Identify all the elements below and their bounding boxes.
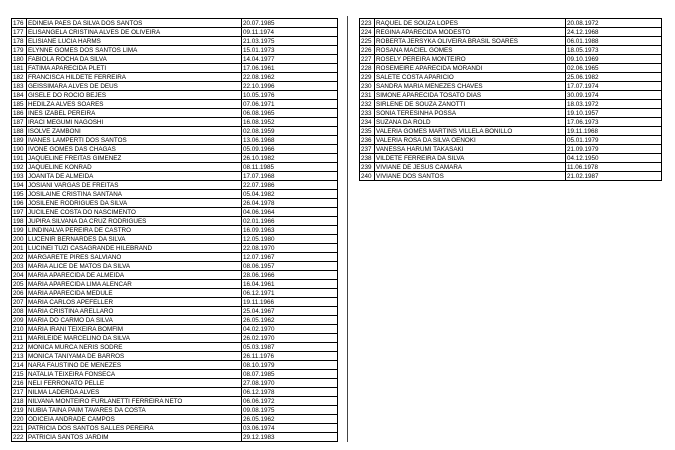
birth-date: 09.11.1974: [242, 28, 338, 37]
birth-date: 08.06.1957: [242, 262, 338, 271]
birth-date: 18.03.1972: [566, 100, 662, 109]
table-row: [12, 388, 338, 397]
row-number: 224: [360, 28, 375, 37]
birth-date: 08.10.1979: [242, 361, 338, 370]
person-name: ISOLVE ZAMBONI: [27, 127, 242, 136]
table-row: [12, 271, 338, 280]
person-name: ELISIANE LUCIA HARMS: [27, 37, 242, 46]
row-number: 197: [12, 208, 27, 217]
person-name: ROSELY PEREIRA MONTEIRO: [375, 55, 566, 64]
table-row: [12, 307, 338, 316]
person-name: JOSILAINE CRISTINA SANTANA: [27, 190, 242, 199]
table-row: [360, 118, 662, 127]
birth-date: 17.06.1961: [242, 64, 338, 73]
birth-date: 17.06.1973: [566, 118, 662, 127]
row-number: 185: [12, 100, 27, 109]
person-name: JUPIRA SILVANA DA CRUZ RODRIGUES: [27, 217, 242, 226]
table-row: [12, 100, 338, 109]
birth-date: 04.02.1970: [242, 325, 338, 334]
birth-date: 26.05.1962: [242, 415, 338, 424]
birth-date: 22.10.1996: [242, 82, 338, 91]
birth-date: 05.03.1987: [242, 343, 338, 352]
person-name: VIVIANE DE JESUS CAMARA: [375, 163, 566, 172]
person-name: MARGARETE PIRES SALVIANO: [27, 253, 242, 262]
person-name: MARIA ALICE DE MATOS DA SILVA: [27, 262, 242, 271]
person-name: NILMA LADERDA ALVES: [27, 388, 242, 397]
birth-date: 18.05.1973: [566, 46, 662, 55]
birth-date: 08.11.1985: [242, 163, 338, 172]
birth-date: 13.06.1968: [242, 136, 338, 145]
person-name: JAQUELINE FREITAS GIMENEZ: [27, 154, 242, 163]
table-row: [360, 91, 662, 100]
person-name: ELISANGELA CRISTINA ALVES DE OLIVEIRA: [27, 28, 242, 37]
row-number: 239: [360, 163, 375, 172]
birth-date: 09.10.1969: [566, 55, 662, 64]
row-number: 201: [12, 244, 27, 253]
birth-date: 16.09.1963: [242, 226, 338, 235]
right-roster-table: [359, 18, 662, 181]
row-number: 228: [360, 64, 375, 73]
row-number: 177: [12, 28, 27, 37]
column-divider: [347, 16, 348, 442]
row-number: 231: [360, 91, 375, 100]
row-number: 182: [12, 73, 27, 82]
person-name: JAQUELINE KONRAD: [27, 163, 242, 172]
person-name: MONICA TANIYAMA DE BARROS: [27, 352, 242, 361]
person-name: FRANCISCA HILDETE FERREIRA: [27, 73, 242, 82]
person-name: GEISSIMARA ALVES DE DEUS: [27, 82, 242, 91]
table-row: [12, 154, 338, 163]
person-name: PATRICIA SANTOS JARDIM: [27, 433, 242, 442]
table-row: [12, 316, 338, 325]
person-name: LUCINEI TUZI CASAGRANDE HILEBRAND: [27, 244, 242, 253]
birth-date: 07.06.1971: [242, 100, 338, 109]
table-row: [12, 325, 338, 334]
row-number: 199: [12, 226, 27, 235]
table-row: [12, 55, 338, 64]
row-number: 212: [12, 343, 27, 352]
birth-date: 21.03.1975: [242, 37, 338, 46]
row-number: 200: [12, 235, 27, 244]
birth-date: 22.07.1986: [242, 181, 338, 190]
table-row: [12, 163, 338, 172]
row-number: 179: [12, 46, 27, 55]
table-row: [12, 253, 338, 262]
birth-date: 26.02.1970: [242, 334, 338, 343]
birth-date: 05.04.1982: [242, 190, 338, 199]
person-name: VALERIA ROSA DA SILVA OENOKI: [375, 136, 566, 145]
row-number: 184: [12, 91, 27, 100]
person-name: MARIA APARECIDA MEDULE: [27, 289, 242, 298]
row-number: 210: [12, 325, 27, 334]
table-row: [360, 145, 662, 154]
birth-date: 05.09.1966: [242, 145, 338, 154]
table-row: [360, 172, 662, 181]
person-name: SALETE COSTA APARICIO: [375, 73, 566, 82]
row-number: 229: [360, 73, 375, 82]
table-row: [12, 289, 338, 298]
row-number: 178: [12, 37, 27, 46]
birth-date: 20.08.1972: [566, 19, 662, 28]
table-row: [12, 235, 338, 244]
table-row: [360, 64, 662, 73]
person-name: MARIA CRISTINA ARELLARO: [27, 307, 242, 316]
table-row: [12, 208, 338, 217]
birth-date: 26.11.1976: [242, 352, 338, 361]
table-row: [12, 46, 338, 55]
person-name: JUCILENE COSTA DO NASCIMENTO: [27, 208, 242, 217]
person-name: GISELE DO ROCIO BEJES: [27, 91, 242, 100]
table-row: [12, 397, 338, 406]
row-number: 194: [12, 181, 27, 190]
table-row: [12, 64, 338, 73]
birth-date: 04.12.1950: [566, 154, 662, 163]
row-number: 186: [12, 109, 27, 118]
birth-date: 26.04.1978: [242, 199, 338, 208]
birth-date: 06.12.1971: [242, 289, 338, 298]
person-name: INES IZABEL PEREIRA: [27, 109, 242, 118]
table-row: [360, 82, 662, 91]
person-name: VIVIANE DOS SANTOS: [375, 172, 566, 181]
row-number: 202: [12, 253, 27, 262]
person-name: EDINEIA PAES DA SILVA DOS SANTOS: [27, 19, 242, 28]
table-row: [12, 361, 338, 370]
table-row: [12, 433, 338, 442]
row-number: 181: [12, 64, 27, 73]
row-number: 230: [360, 82, 375, 91]
birth-date: 04.06.1964: [242, 208, 338, 217]
row-number: 213: [12, 352, 27, 361]
birth-date: 22.08.1962: [242, 73, 338, 82]
birth-date: 08.07.1985: [242, 370, 338, 379]
row-number: 221: [12, 424, 27, 433]
person-name: NILVANA MONTEIRO FURLANETTI FERREIRA NETO: [27, 397, 242, 406]
row-number: 191: [12, 154, 27, 163]
row-number: 176: [12, 19, 27, 28]
birth-date: 19.11.1968: [566, 127, 662, 136]
person-name: NARA FAUSTINO DE MENEZES: [27, 361, 242, 370]
person-name: MARIA IRANI TEIXEIRA BOMFIM: [27, 325, 242, 334]
row-number: 237: [360, 145, 375, 154]
table-row: [360, 136, 662, 145]
table-row: [12, 91, 338, 100]
birth-date: 24.12.1968: [566, 28, 662, 37]
birth-date: 30.09.1974: [566, 91, 662, 100]
birth-date: 06.06.1972: [242, 397, 338, 406]
table-row: [12, 298, 338, 307]
person-name: MONICA MURCA NERIS SODRE: [27, 343, 242, 352]
row-number: 198: [12, 217, 27, 226]
row-number: 219: [12, 406, 27, 415]
row-number: 240: [360, 172, 375, 181]
person-name: JOANITA DE ALMEIDA: [27, 172, 242, 181]
person-name: JOSIANI VARGAS DE FREITAS: [27, 181, 242, 190]
row-number: 187: [12, 118, 27, 127]
person-name: HEDILZA ALVES SOARES: [27, 100, 242, 109]
row-number: 180: [12, 55, 27, 64]
birth-date: 19.10.1957: [566, 109, 662, 118]
table-row: [12, 19, 338, 28]
row-number: 204: [12, 271, 27, 280]
row-number: 223: [360, 19, 375, 28]
birth-date: 05.01.1979: [566, 136, 662, 145]
row-number: 195: [12, 190, 27, 199]
person-name: FABIOLA ROCHA DA SILVA: [27, 55, 242, 64]
row-number: 190: [12, 145, 27, 154]
person-name: MARIA APARECIDA LIMA ALENCAR: [27, 280, 242, 289]
row-number: 225: [360, 37, 375, 46]
birth-date: 17.07.1968: [242, 172, 338, 181]
birth-date: 02.06.1965: [566, 64, 662, 73]
row-number: 215: [12, 370, 27, 379]
table-row: [12, 199, 338, 208]
table-row: [12, 145, 338, 154]
person-name: SIMONE APARECIDA TOSATO DIAS: [375, 91, 566, 100]
table-row: [12, 172, 338, 181]
person-name: VALERIA GOMES MARTINS VILLELA BONILLO: [375, 127, 566, 136]
person-name: LUCENIR BERNARDES DA SILVA: [27, 235, 242, 244]
table-row: [360, 73, 662, 82]
row-number: 235: [360, 127, 375, 136]
table-row: [12, 415, 338, 424]
birth-date: 26.05.1962: [242, 316, 338, 325]
table-row: [360, 19, 662, 28]
person-name: ROSANA MACIEL GOMES: [375, 46, 566, 55]
table-row: [12, 118, 338, 127]
table-row: [12, 406, 338, 415]
person-name: RAQUEL DE SOUZA LOPES: [375, 19, 566, 28]
person-name: IVONE GOMES DAS CHAGAS: [27, 145, 242, 154]
birth-date: 25.04.1967: [242, 307, 338, 316]
row-number: 192: [12, 163, 27, 172]
birth-date: 21.02.1987: [566, 172, 662, 181]
table-row: [360, 109, 662, 118]
row-number: 226: [360, 46, 375, 55]
birth-date: 25.06.1982: [566, 73, 662, 82]
person-name: JOSILENE RODRIGUES DA SILVA: [27, 199, 242, 208]
birth-date: 06.01.1988: [566, 37, 662, 46]
table-row: [12, 82, 338, 91]
row-number: 196: [12, 199, 27, 208]
row-number: 209: [12, 316, 27, 325]
row-number: 193: [12, 172, 27, 181]
table-row: [360, 154, 662, 163]
birth-date: 29.12.1983: [242, 433, 338, 442]
birth-date: 16.04.1961: [242, 280, 338, 289]
table-row: [12, 217, 338, 226]
row-number: 183: [12, 82, 27, 91]
person-name: SONIA TERESINHA POSSA: [375, 109, 566, 118]
birth-date: 27.08.1970: [242, 379, 338, 388]
person-name: IVANES LAMPERTI DOS SANTOS: [27, 136, 242, 145]
table-row: [12, 190, 338, 199]
table-row: [12, 352, 338, 361]
person-name: NELI FERRONATO PELLE: [27, 379, 242, 388]
birth-date: 06.12.1978: [242, 388, 338, 397]
birth-date: 15.01.1973: [242, 46, 338, 55]
table-row: [360, 127, 662, 136]
birth-date: 26.10.1982: [242, 154, 338, 163]
person-name: NUBIA TAINA PAIM TAVARES DA COSTA: [27, 406, 242, 415]
row-number: 227: [360, 55, 375, 64]
person-name: VILDETE FERREIRA DA SILVA: [375, 154, 566, 163]
row-number: 206: [12, 289, 27, 298]
table-row: [12, 109, 338, 118]
table-row: [360, 55, 662, 64]
birth-date: 11.06.1978: [566, 163, 662, 172]
birth-date: 28.06.1966: [242, 271, 338, 280]
person-name: PATRICIA DOS SANTOS SALLES PEREIRA: [27, 424, 242, 433]
birth-date: 02.08.1959: [242, 127, 338, 136]
person-name: SUZANA DA ROLD: [375, 118, 566, 127]
birth-date: 22.08.1970: [242, 244, 338, 253]
person-name: MARILEIDE MARCELINO DA SILVA: [27, 334, 242, 343]
table-row: [12, 181, 338, 190]
birth-date: 21.09.1979: [566, 145, 662, 154]
table-row: [360, 46, 662, 55]
row-number: 216: [12, 379, 27, 388]
table-row: [12, 73, 338, 82]
birth-date: 03.06.1974: [242, 424, 338, 433]
row-number: 188: [12, 127, 27, 136]
person-name: MARIA DO CARMO DA SILVA: [27, 316, 242, 325]
row-number: 233: [360, 109, 375, 118]
row-number: 189: [12, 136, 27, 145]
birth-date: 06.08.1965: [242, 109, 338, 118]
person-name: LINDINALVA PEREIRA DE CASTRO: [27, 226, 242, 235]
row-number: 214: [12, 361, 27, 370]
person-name: MARIA CARLOS APEFELLER: [27, 298, 242, 307]
person-name: VANESSA HARUMI TAKASAKI: [375, 145, 566, 154]
table-row: [12, 28, 338, 37]
table-row: [12, 136, 338, 145]
table-row: [12, 127, 338, 136]
person-name: SIRLENE DE SOUZA ZANOTTI: [375, 100, 566, 109]
person-name: ELYNNE GOMES DOS SANTOS LIMA: [27, 46, 242, 55]
table-row: [360, 163, 662, 172]
table-row: [12, 379, 338, 388]
birth-date: 12.07.1967: [242, 253, 338, 262]
row-number: 218: [12, 397, 27, 406]
table-row: [12, 334, 338, 343]
birth-date: 19.11.1966: [242, 298, 338, 307]
birth-date: 02.01.1966: [242, 217, 338, 226]
table-row: [12, 343, 338, 352]
row-number: 234: [360, 118, 375, 127]
table-row: [12, 280, 338, 289]
table-row: [360, 100, 662, 109]
table-row: [360, 37, 662, 46]
row-number: 203: [12, 262, 27, 271]
birth-date: 12.05.1980: [242, 235, 338, 244]
birth-date: 16.08.1952: [242, 118, 338, 127]
person-name: NATALIA TEIXEIRA FONSECA: [27, 370, 242, 379]
birth-date: 20.07.1985: [242, 19, 338, 28]
person-name: ROSEMEIRE APARECIDA MORANDI: [375, 64, 566, 73]
row-number: 222: [12, 433, 27, 442]
row-number: 217: [12, 388, 27, 397]
birth-date: 10.05.1976: [242, 91, 338, 100]
table-row: [360, 28, 662, 37]
row-number: 232: [360, 100, 375, 109]
person-name: MARIA APARECIDA DE ALMEIDA: [27, 271, 242, 280]
row-number: 207: [12, 298, 27, 307]
table-row: [12, 262, 338, 271]
person-name: REGINA APARECIDA MODESTO: [375, 28, 566, 37]
person-name: ROBERTA JERSYKA OLIVEIRA BRASIL SOARES: [375, 37, 566, 46]
row-number: 208: [12, 307, 27, 316]
row-number: 205: [12, 280, 27, 289]
table-row: [12, 37, 338, 46]
row-number: 238: [360, 154, 375, 163]
birth-date: 14.04.1977: [242, 55, 338, 64]
row-number: 220: [12, 415, 27, 424]
table-row: [12, 424, 338, 433]
table-row: [12, 370, 338, 379]
person-name: FATIMA APARECIDA PLETI: [27, 64, 242, 73]
birth-date: 09.08.1975: [242, 406, 338, 415]
table-row: [12, 244, 338, 253]
person-name: ODICEIA ANDRADE CAMPOS: [27, 415, 242, 424]
table-row: [12, 226, 338, 235]
birth-date: 17.07.1974: [566, 82, 662, 91]
person-name: SANDRA MARIA MENEZES CHAVES: [375, 82, 566, 91]
row-number: 236: [360, 136, 375, 145]
left-roster-table: [11, 18, 338, 442]
row-number: 211: [12, 334, 27, 343]
person-name: IRACI MEGUMI NAGOSHI: [27, 118, 242, 127]
